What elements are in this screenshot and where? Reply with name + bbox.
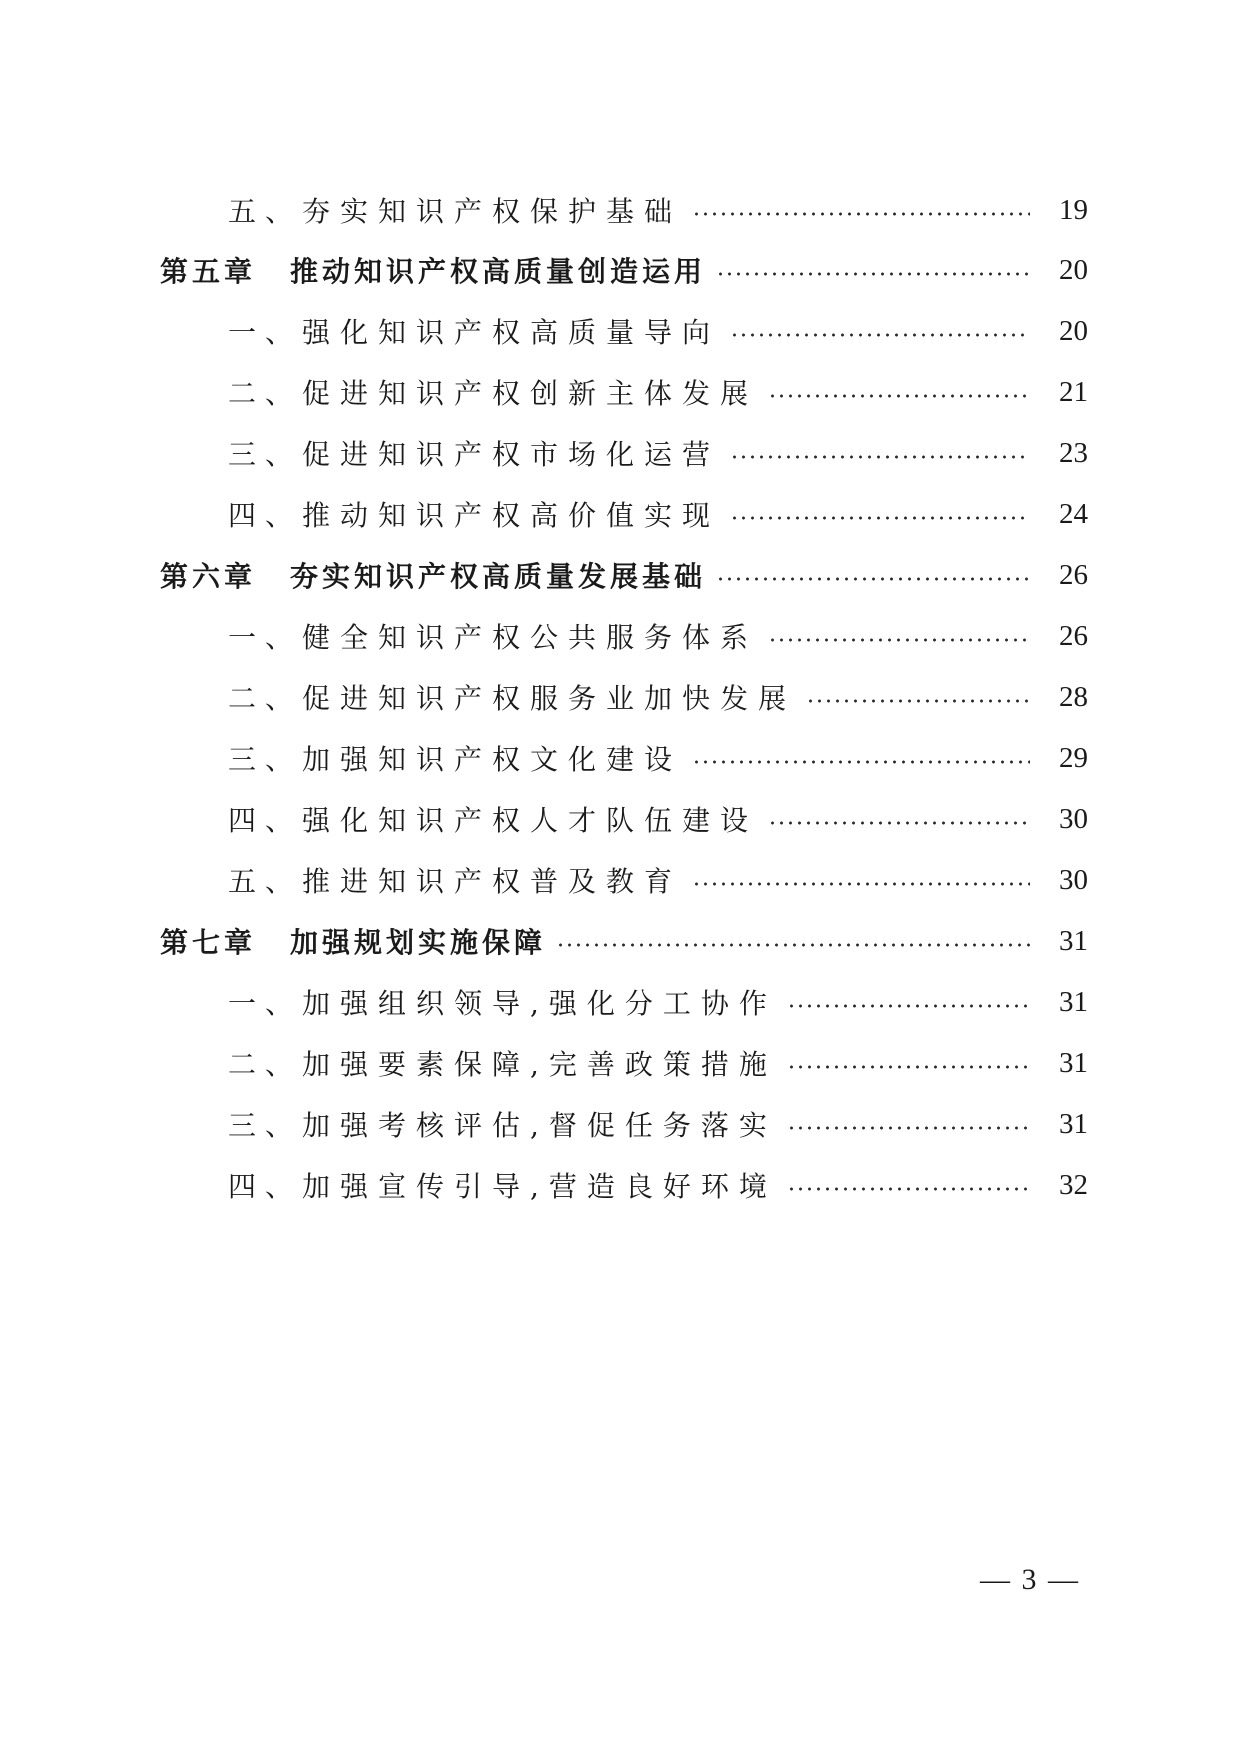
toc-entry-title: 推动知识产权高价值实现: [302, 499, 721, 532]
toc-entry-number: 二、: [228, 377, 303, 410]
toc-entry-section[interactable]: [228, 797, 1088, 841]
toc-page-number: 20: [1059, 314, 1088, 347]
toc-entry-section[interactable]: [228, 431, 1088, 475]
toc-entry-section[interactable]: [228, 675, 1088, 719]
toc-entry-title: 加强组织领导,强化分工协作: [302, 987, 777, 1020]
toc-page-number: 26: [1059, 558, 1088, 591]
toc-entry-section[interactable]: [228, 1102, 1088, 1146]
dot-leader: [730, 455, 1030, 459]
toc-entry-title: 健全知识产权公共服务体系: [302, 621, 759, 654]
toc-page-number: 23: [1059, 436, 1088, 469]
dot-leader: [730, 516, 1030, 520]
toc-entry-section[interactable]: [228, 736, 1088, 780]
dot-leader: [806, 699, 1030, 703]
toc-entry-section[interactable]: [228, 492, 1088, 536]
toc-entry-title: 加强规划实施保障: [290, 926, 547, 959]
dot-leader: [692, 760, 1030, 764]
toc-page-number: 29: [1059, 741, 1088, 774]
toc-entry-number: 四、: [228, 804, 303, 837]
toc-entry-number: 三、: [228, 438, 303, 471]
toc-entry-title: 加强宣传引导,营造良好环境: [302, 1170, 777, 1203]
toc-page-number: 30: [1059, 863, 1088, 896]
dot-leader: [787, 1187, 1030, 1191]
toc-entry-title: 强化知识产权高质量导向: [302, 316, 721, 349]
toc-entry-section[interactable]: [228, 1163, 1088, 1207]
toc-page-number: 26: [1059, 619, 1088, 652]
toc-entry-title: 夯实知识产权高质量发展基础: [290, 560, 707, 593]
toc-entry-title: 加强要素保障,完善政策措施: [302, 1048, 777, 1081]
dot-leader: [716, 577, 1030, 581]
toc-page-number: 21: [1059, 375, 1088, 408]
dot-leader: [787, 1065, 1030, 1069]
toc-entry-number: 四、: [228, 1170, 303, 1203]
toc-entry-chapter[interactable]: [160, 248, 1088, 292]
toc-entry-title: 促进知识产权服务业加快发展: [302, 682, 797, 715]
dot-leader: [692, 212, 1030, 216]
toc-entry-number: 一、: [228, 621, 303, 654]
toc-page-number: 19: [1059, 193, 1088, 226]
dot-leader: [768, 394, 1030, 398]
toc-entry-section[interactable]: [228, 1041, 1088, 1085]
toc-page-number: 31: [1059, 1107, 1088, 1140]
toc-entry-section[interactable]: [228, 614, 1088, 658]
toc-entry-title: 促进知识产权创新主体发展: [302, 377, 759, 410]
toc-page-number: 24: [1059, 497, 1088, 530]
dot-leader: [787, 1126, 1030, 1130]
toc-entry-number: 二、: [228, 1048, 303, 1081]
toc-page-number: 30: [1059, 802, 1088, 835]
toc-entry-number: 五、: [228, 195, 303, 228]
dot-leader: [692, 882, 1030, 886]
toc-entry-title: 推动知识产权高质量创造运用: [290, 255, 707, 288]
toc-entry-title: 加强知识产权文化建设: [302, 743, 683, 776]
toc-entry-number: 一、: [228, 316, 303, 349]
toc-entry-number: 第五章: [160, 255, 257, 288]
toc-entry-title: 推进知识产权普及教育: [302, 865, 683, 898]
toc-entry-title: 加强考核评估,督促任务落实: [302, 1109, 777, 1142]
toc-entry-title: 夯实知识产权保护基础: [302, 195, 683, 228]
toc-page-number: 31: [1059, 1046, 1088, 1079]
dot-leader: [768, 638, 1030, 642]
dot-leader: [768, 821, 1030, 825]
toc-page-number: 20: [1059, 253, 1088, 286]
toc-entry-number: 二、: [228, 682, 303, 715]
page-number-footer: — 3 —: [980, 1563, 1080, 1596]
toc-entry-section[interactable]: [228, 309, 1088, 353]
toc-entry-chapter[interactable]: [160, 919, 1088, 963]
toc-entry-number: 五、: [228, 865, 303, 898]
toc-entry-title: 强化知识产权人才队伍建设: [302, 804, 759, 837]
toc-entry-number: 第六章: [160, 560, 257, 593]
toc-entry-section[interactable]: [228, 858, 1088, 902]
toc-entry-section[interactable]: [228, 980, 1088, 1024]
toc-page-number: 31: [1059, 924, 1088, 957]
toc-entry-section[interactable]: [228, 370, 1088, 414]
toc-entry-section[interactable]: [228, 188, 1088, 232]
dot-leader: [730, 333, 1030, 337]
toc-entry-number: 第七章: [160, 926, 257, 959]
toc-entry-number: 三、: [228, 743, 303, 776]
dot-leader: [556, 943, 1030, 947]
toc-entry-number: 一、: [228, 987, 303, 1020]
toc-entry-title: 促进知识产权市场化运营: [302, 438, 721, 471]
toc-page-number: 28: [1059, 680, 1088, 713]
toc-entry-number: 三、: [228, 1109, 303, 1142]
toc-page-number: 32: [1059, 1168, 1088, 1201]
toc-entry-chapter[interactable]: [160, 553, 1088, 597]
toc-page-number: 31: [1059, 985, 1088, 1018]
dot-leader: [787, 1004, 1030, 1008]
dot-leader: [716, 272, 1030, 276]
toc-entry-number: 四、: [228, 499, 303, 532]
